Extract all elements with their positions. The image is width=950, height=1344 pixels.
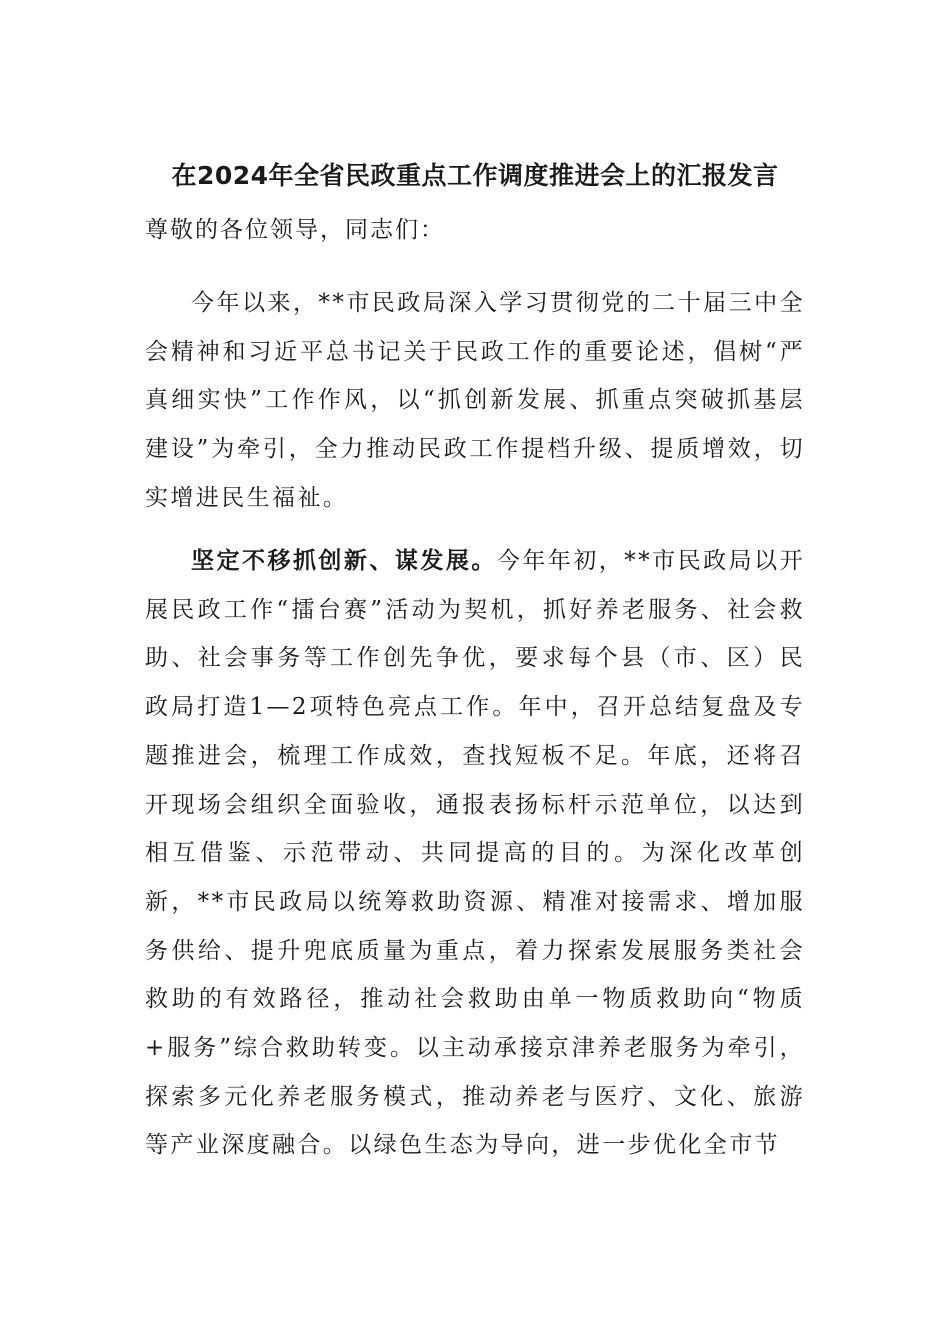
paragraph-text: 今年以来，**市民政局深入学习贯彻党的二十届三中全会精神和习近平总书记关于民政工作的重要论述，倡树“严真细实快”工作作风，以“抓创新发展、抓重点突破抓基层建设”为牵引，全力推动民政工作提档升级、提质增效，切实增进民生福祉。 xyxy=(145,290,805,511)
document-title: 在2024年全省民政重点工作调度推进会上的汇报发言 xyxy=(171,161,779,190)
paragraph-intro xyxy=(145,279,805,523)
paragraph-text: 今年年初，**市民政局以开展民政工作“擂台赛”活动为契机，抓好养老服务、社会救助、社会事务等工作创先争优，要求每个县（市、区）民政局打造1—2项特色亮点工作。年中，召开总结复盘及专题推进会，梳理工作成效，查找短板不足。年底，还将召开现场会组织全面验收，通报表扬标杆示范单位，以达到相互借鉴、示范带动、共同提高的目的。为深化改革创新，**市民政局以统筹救助资源、精准对接需求、增加服务供给、提升兜底质量为重点，着力探索发展服务类社会救助的有效路径，推动社会救助由单一物质救助向“物质+服务”综合救助转变。以主动承接京津养老服务为牵引，探索多元化养老服务模式，推动养老与医疗、文化、旅游等产业深度融合。以绿色生态为导向，进一步优化全市节 xyxy=(145,548,805,1159)
salutation: 尊敬的各位领导，同志们： xyxy=(145,217,445,243)
paragraph-innovation xyxy=(145,537,805,1170)
paragraph-lead-heading: 坚定不移抓创新、谋发展。 xyxy=(191,548,497,574)
